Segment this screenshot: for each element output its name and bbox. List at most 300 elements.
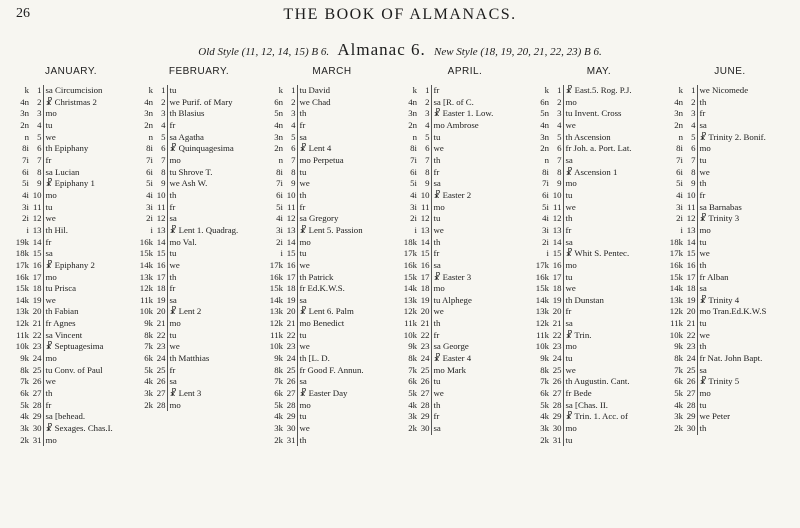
month-table	[532, 85, 666, 446]
day-number: 3	[31, 108, 43, 120]
day-row	[400, 202, 530, 214]
day-number: 12	[32, 213, 42, 224]
day-row	[532, 330, 666, 342]
day-letter: 9k	[20, 353, 29, 364]
day-number: 5	[685, 132, 697, 144]
day-letter: 5i	[676, 178, 683, 189]
day-letter: 3i	[146, 201, 153, 212]
day-number: 11	[419, 202, 431, 214]
day-number: 6	[551, 143, 563, 155]
day-entry: th Augustin. Cant.	[565, 376, 630, 387]
day-entry: sa	[299, 294, 307, 305]
day-row	[400, 341, 530, 353]
day-entry: sa Gregory	[299, 213, 339, 224]
day-entry: th	[299, 108, 307, 119]
day-letter: 15k	[15, 283, 29, 294]
day-letter: 2n	[144, 119, 153, 130]
day-row	[666, 260, 794, 272]
day-row	[12, 143, 130, 155]
month-column	[532, 66, 666, 446]
day-number: 27	[420, 388, 430, 399]
day-row	[666, 353, 794, 365]
day-entry: tu	[565, 189, 573, 200]
day-entry: sa	[299, 376, 307, 387]
day-row	[136, 132, 262, 144]
day-letter: 6k	[674, 376, 683, 387]
day-entry: tu	[45, 119, 53, 130]
day-row	[136, 190, 262, 202]
day-letter: 2n	[20, 119, 29, 130]
day-entry: fr	[169, 283, 176, 294]
day-entry: fr	[299, 119, 306, 130]
day-letter: 3n	[274, 131, 283, 142]
day-number: 14	[552, 236, 562, 247]
new-style-label: New Style (18, 19, 20, 21, 22, 23) B 6.	[433, 46, 602, 58]
day-letter: 2n	[540, 143, 549, 154]
day-letter: 10k	[15, 341, 29, 352]
day-row	[136, 225, 262, 237]
day-entry: sa	[169, 213, 177, 224]
day-entry: fr	[699, 189, 706, 200]
day-letter: 17k	[15, 259, 29, 270]
day-row	[532, 423, 666, 435]
day-row	[266, 400, 398, 412]
day-row	[12, 202, 130, 214]
day-number: 6	[685, 143, 697, 155]
day-row	[666, 272, 794, 284]
day-number: 8	[419, 167, 431, 179]
day-number: 24	[32, 353, 42, 364]
day-letter: 7k	[274, 376, 283, 387]
day-entry: tu	[699, 399, 707, 410]
day-number: 20	[686, 306, 696, 317]
day-entry: tu	[565, 353, 573, 364]
day-letter: 3n	[144, 108, 153, 119]
day-row	[666, 237, 794, 249]
day-entry: fr	[45, 236, 52, 247]
day-number: 20	[32, 306, 42, 317]
day-entry: mo	[169, 318, 181, 329]
day-letter: 4i	[146, 189, 153, 200]
day-entry: ☧ Easter 4	[433, 353, 472, 364]
day-number: 21	[552, 318, 562, 329]
day-number: 19	[286, 294, 296, 305]
day-letter: 4k	[674, 399, 683, 410]
day-row	[666, 365, 794, 377]
day-letter: 11k	[270, 329, 283, 340]
day-letter: 12k	[669, 306, 683, 317]
day-entry: mo	[169, 399, 181, 410]
day-letter: 4k	[20, 411, 29, 422]
day-letter: 18k	[669, 236, 683, 247]
day-entry: ☧ Trin.	[565, 329, 592, 340]
day-letter: 2k	[408, 423, 417, 434]
day-number: 5	[155, 132, 167, 144]
day-entry: fr Agnes	[45, 318, 76, 329]
day-row	[666, 306, 794, 318]
day-row	[136, 260, 262, 272]
day-entry: sa	[565, 318, 573, 329]
day-entry: tu	[299, 248, 307, 259]
day-row	[266, 202, 398, 214]
day-entry: tu	[699, 236, 707, 247]
day-letter: 4i	[276, 213, 283, 224]
day-entry: mo Val.	[169, 236, 197, 247]
day-entry: ☧ Lent 2	[169, 306, 202, 317]
day-number: 4	[155, 120, 167, 132]
day-row	[400, 108, 530, 120]
day-row	[12, 353, 130, 365]
day-letter: 12k	[535, 318, 549, 329]
day-row	[136, 272, 262, 284]
month-table	[400, 85, 530, 435]
day-entry: mo	[299, 399, 311, 410]
day-number: 1	[419, 85, 431, 97]
day-row	[532, 155, 666, 167]
day-entry: fr	[433, 248, 440, 259]
day-row	[12, 365, 130, 377]
day-letter: k	[148, 85, 153, 95]
day-letter: 4k	[144, 376, 153, 387]
day-row	[532, 248, 666, 260]
day-row	[532, 108, 666, 120]
day-letter: 16k	[669, 259, 683, 270]
day-entry: th	[699, 178, 707, 189]
day-letter: 8i	[676, 143, 683, 154]
day-number: 13	[686, 224, 696, 235]
day-number: 22	[286, 329, 296, 340]
day-letter: 8k	[20, 364, 29, 375]
day-entry: th	[45, 388, 53, 399]
day-entry: we	[565, 201, 576, 212]
day-entry: sa	[433, 178, 441, 189]
day-number: 25	[32, 364, 42, 375]
day-row	[12, 388, 130, 400]
day-letter: 7i	[276, 178, 283, 189]
page-title: THE BOOK OF ALMANACS.	[283, 6, 517, 23]
day-entry: mo	[699, 143, 711, 154]
day-row	[136, 178, 262, 190]
day-row	[266, 365, 398, 377]
day-entry: sa	[565, 236, 573, 247]
day-number: 12	[686, 213, 696, 224]
day-row	[266, 85, 398, 97]
day-row	[136, 365, 262, 377]
day-entry: ☧ Whit S. Pentec.	[565, 248, 630, 259]
day-row	[136, 120, 262, 132]
day-entry: ☧ Trinity 3	[699, 213, 740, 224]
day-number: 6	[419, 143, 431, 155]
day-entry: ☧ Trinity 5	[699, 376, 740, 387]
day-number: 13	[286, 224, 296, 235]
day-entry: mo Ambrose	[433, 119, 479, 130]
day-row	[532, 143, 666, 155]
day-number: 14	[420, 236, 430, 247]
day-number: 30	[286, 423, 296, 434]
day-entry: we	[45, 213, 56, 224]
day-row	[136, 330, 262, 342]
day-row	[400, 213, 530, 225]
day-number: 23	[420, 341, 430, 352]
day-entry: fr	[45, 154, 52, 165]
day-letter: 17k	[269, 259, 283, 270]
day-letter: 11k	[670, 318, 683, 329]
month-column	[666, 66, 794, 435]
month-column	[400, 66, 530, 435]
day-letter: 3k	[20, 423, 29, 434]
day-letter: 8i	[542, 166, 549, 177]
day-number: 17	[552, 271, 562, 282]
day-row	[400, 97, 530, 109]
day-letter: 2i	[410, 213, 417, 224]
day-entry: fr Alban	[699, 271, 729, 282]
day-entry: we	[433, 306, 444, 317]
day-letter: 7i	[542, 178, 549, 189]
day-number: 20	[286, 306, 296, 317]
day-row	[666, 411, 794, 423]
day-number: 9	[155, 178, 167, 190]
day-entry: we	[565, 364, 576, 375]
day-row	[666, 143, 794, 155]
day-row	[666, 108, 794, 120]
day-number: 22	[552, 329, 562, 340]
day-letter: 6k	[540, 388, 549, 399]
day-row	[532, 260, 666, 272]
day-letter: 4n	[20, 96, 29, 107]
day-letter: 5k	[274, 399, 283, 410]
day-row	[666, 388, 794, 400]
day-entry: we Ash W.	[169, 178, 208, 189]
day-letter: 3k	[674, 411, 683, 422]
day-entry: we	[299, 423, 310, 434]
day-row	[266, 376, 398, 388]
day-row	[400, 225, 530, 237]
day-row	[12, 400, 130, 412]
day-row	[400, 272, 530, 284]
day-row	[266, 143, 398, 155]
day-letter: 5k	[408, 388, 417, 399]
day-letter: 2k	[674, 423, 683, 434]
day-letter: 5n	[274, 108, 283, 119]
day-entry: ☧ Epiphany 1	[45, 178, 95, 189]
day-number: 31	[32, 434, 42, 445]
day-letter: 4i	[676, 189, 683, 200]
day-row	[12, 411, 130, 423]
day-letter: 15k	[269, 283, 283, 294]
day-number: 5	[31, 132, 43, 144]
day-entry: fr	[45, 399, 52, 410]
day-letter: k	[278, 85, 283, 95]
day-entry: th	[433, 399, 441, 410]
day-letter: 7k	[674, 364, 683, 375]
day-row	[532, 341, 666, 353]
day-letter: 13k	[269, 306, 283, 317]
day-row	[12, 213, 130, 225]
day-entry: fr Good F. Annun.	[299, 364, 364, 375]
month-table	[12, 85, 130, 446]
day-letter: 13k	[403, 294, 417, 305]
day-entry: mo	[45, 434, 57, 445]
day-entry: tu Prisca	[45, 283, 77, 294]
day-row	[12, 423, 130, 435]
day-number: 10	[552, 189, 562, 200]
day-row	[666, 120, 794, 132]
day-letter: 10k	[403, 329, 417, 340]
day-row	[12, 318, 130, 330]
day-row	[400, 283, 530, 295]
day-row	[266, 132, 398, 144]
day-number: 1	[155, 85, 167, 97]
day-number: 11	[155, 202, 167, 214]
day-row	[12, 237, 130, 249]
day-letter: i	[680, 224, 683, 235]
day-row	[666, 167, 794, 179]
day-letter: 14k	[15, 294, 29, 305]
day-row	[266, 283, 398, 295]
day-row	[532, 225, 666, 237]
day-entry: sa Vincent	[45, 329, 83, 340]
month-heading: JUNE.	[714, 66, 746, 77]
day-entry: th	[565, 213, 573, 224]
day-number: 6	[31, 143, 43, 155]
day-number: 13	[552, 224, 562, 235]
day-letter: 7i	[146, 154, 153, 165]
day-entry: ☧ Easter Day	[299, 388, 348, 399]
day-number: 12	[552, 213, 562, 224]
day-entry: fr Bede	[565, 388, 592, 399]
day-entry: mo	[169, 154, 181, 165]
day-row	[532, 202, 666, 214]
month-heading: MARCH	[312, 66, 352, 77]
day-row	[666, 248, 794, 260]
day-row	[666, 97, 794, 109]
day-row	[136, 376, 262, 388]
day-entry: ☧ Trinity 4	[699, 294, 740, 305]
day-letter: n	[148, 131, 153, 142]
day-number: 25	[686, 364, 696, 375]
day-row	[266, 423, 398, 435]
day-entry: ☧ Easter 2	[433, 189, 472, 200]
day-entry: th	[699, 341, 707, 352]
month-table	[666, 85, 794, 435]
day-row	[532, 435, 666, 447]
day-letter: 3i	[410, 201, 417, 212]
day-row	[266, 306, 398, 318]
day-entry: fr	[299, 201, 306, 212]
day-number: 14	[286, 236, 296, 247]
day-letter: 8k	[408, 353, 417, 364]
day-number: 27	[156, 388, 166, 399]
day-entry: mo	[433, 201, 445, 212]
day-row	[400, 248, 530, 260]
day-entry: th Dunstan	[565, 294, 604, 305]
day-number: 29	[286, 411, 296, 422]
day-number: 4	[285, 120, 297, 132]
day-letter: 8i	[146, 143, 153, 154]
day-row	[266, 213, 398, 225]
day-row	[12, 295, 130, 307]
day-letter: 2n	[408, 119, 417, 130]
day-number: 15	[286, 248, 296, 259]
day-entry: mo Mark	[433, 364, 466, 375]
day-entry: sa	[45, 248, 53, 259]
month-heading: MAY.	[586, 66, 612, 77]
day-row	[12, 97, 130, 109]
day-number: 2	[551, 97, 563, 109]
day-row	[532, 213, 666, 225]
day-row	[400, 318, 530, 330]
day-number: 25	[552, 364, 562, 375]
day-letter: 3n	[408, 108, 417, 119]
day-letter: 5i	[22, 178, 29, 189]
day-row	[12, 178, 130, 190]
day-number: 9	[551, 178, 563, 190]
day-number: 24	[686, 353, 696, 364]
day-entry: tu	[169, 248, 177, 259]
day-row	[12, 248, 130, 260]
day-number: 28	[552, 399, 562, 410]
day-row	[666, 202, 794, 214]
day-letter: i	[546, 248, 549, 259]
day-letter: 5n	[540, 108, 549, 119]
day-row	[136, 85, 262, 97]
day-number: 16	[286, 259, 296, 270]
day-letter: 3i	[542, 224, 549, 235]
day-row	[12, 225, 130, 237]
day-row	[400, 388, 530, 400]
day-entry: ☧ Lent 1. Quadrag.	[169, 224, 239, 235]
day-row	[400, 306, 530, 318]
day-letter: 4k	[408, 399, 417, 410]
day-entry: tu	[565, 271, 573, 282]
day-letter: 3k	[540, 423, 549, 434]
day-entry: fr	[699, 108, 706, 119]
day-row	[266, 237, 398, 249]
day-row	[266, 167, 398, 179]
day-row	[136, 283, 262, 295]
day-entry: fr	[169, 364, 176, 375]
day-row	[266, 411, 398, 423]
day-letter: 13k	[139, 271, 153, 282]
day-entry: we	[565, 119, 576, 130]
day-row	[12, 260, 130, 272]
day-entry: fr Nat. John Bapt.	[699, 353, 763, 364]
day-row	[400, 155, 530, 167]
day-letter: k	[24, 85, 29, 95]
day-row	[266, 388, 398, 400]
day-row	[532, 365, 666, 377]
day-number: 22	[32, 329, 42, 340]
day-row	[666, 225, 794, 237]
day-entry: we	[433, 224, 444, 235]
day-entry: tu	[433, 213, 441, 224]
day-number: 3	[419, 108, 431, 120]
day-row	[136, 202, 262, 214]
day-row	[12, 108, 130, 120]
day-row	[12, 132, 130, 144]
day-entry: fr Ed.K.W.S.	[299, 283, 345, 294]
day-entry: ☧ East.5. Rog. P.J.	[565, 85, 632, 95]
day-letter: 4n	[674, 96, 683, 107]
day-number: 4	[419, 120, 431, 132]
day-entry: ☧ Quinquagesima	[169, 143, 234, 154]
day-entry: we Nicomede	[699, 85, 749, 95]
day-number: 17	[286, 271, 296, 282]
day-entry: sa	[299, 131, 307, 142]
day-entry: fr	[433, 329, 440, 340]
day-row	[266, 260, 398, 272]
day-number: 26	[32, 376, 42, 387]
